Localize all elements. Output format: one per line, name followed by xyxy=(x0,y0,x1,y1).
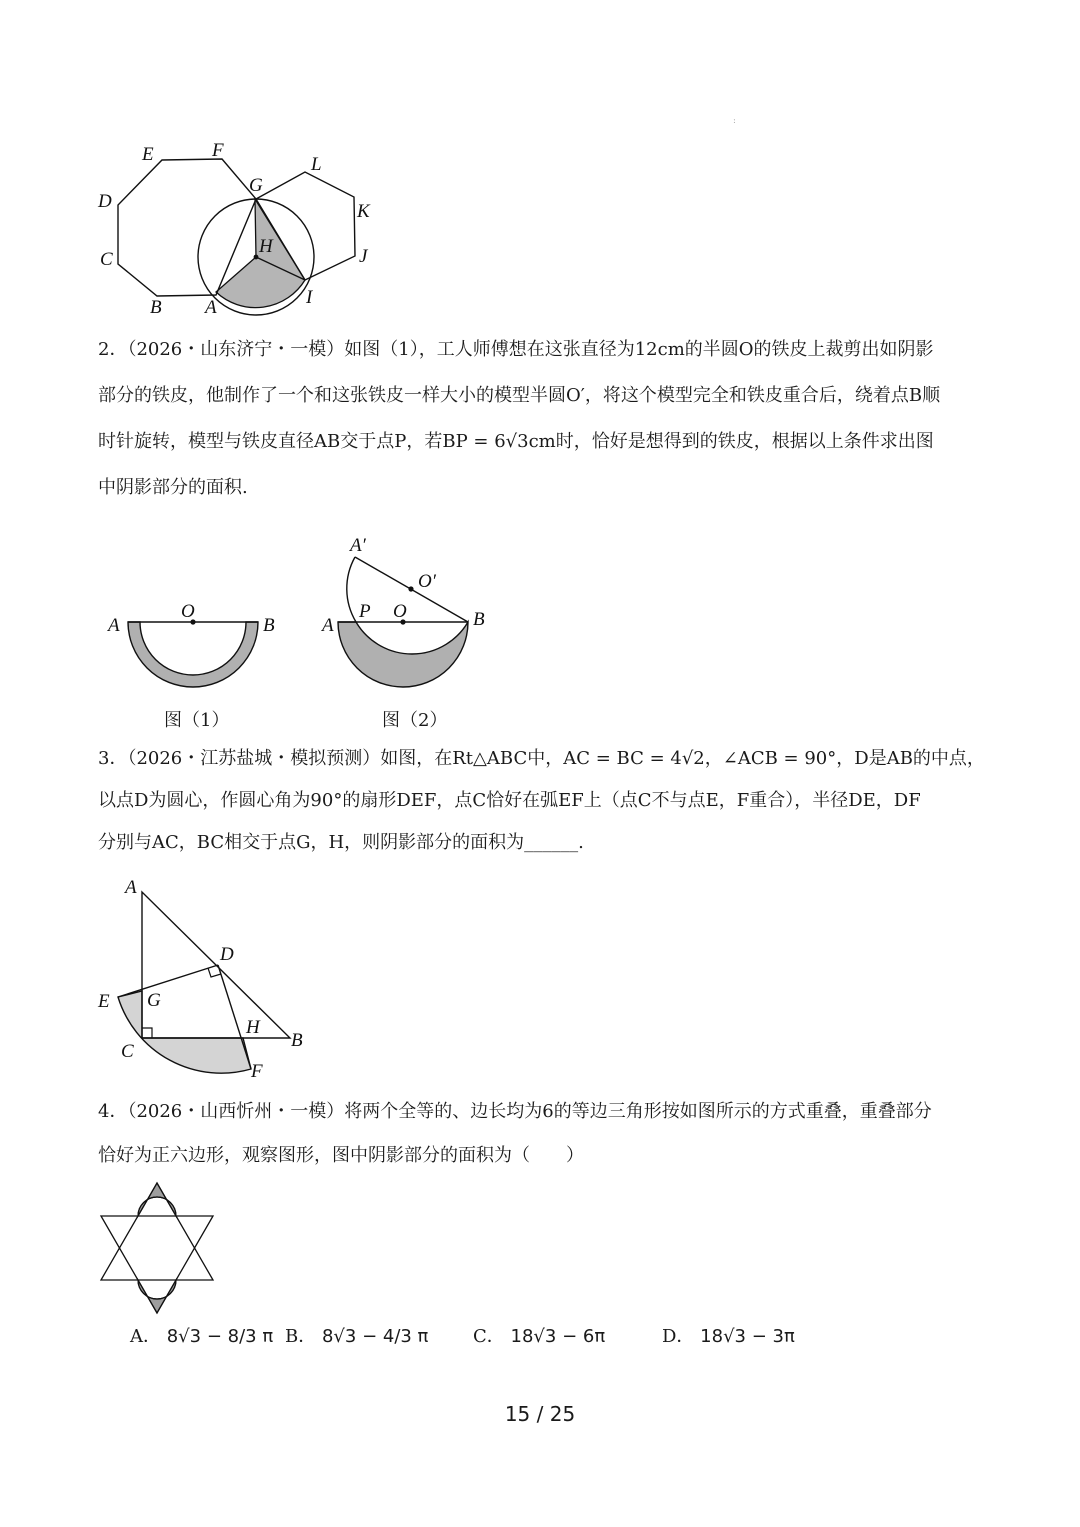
question-3 xyxy=(98,738,988,864)
choice-d-text: 18√3 − 3π xyxy=(700,1326,795,1347)
label-C: C xyxy=(100,249,113,270)
q4-line-1: 4．（2026・山西忻州・一模）将两个全等的、边长均为6的等边三角形按如图所示的方式重叠，重叠部分 xyxy=(98,1101,932,1122)
q3-label-G: G xyxy=(147,990,161,1011)
choice-c-text: 18√3 − 6π xyxy=(510,1326,606,1347)
q3-label-D: D xyxy=(220,944,234,965)
choice-c[interactable] xyxy=(473,1322,605,1348)
q3-label-C: C xyxy=(121,1041,134,1062)
label-H: H xyxy=(259,236,273,257)
label-G: G xyxy=(249,175,263,196)
q3-line-3: 分别与AC，BC相交于点G，H，则阴影部分的面积为______. xyxy=(98,832,584,853)
choice-a-letter: A． xyxy=(130,1326,161,1347)
q3-label-A: A xyxy=(125,877,137,898)
figure-q3 xyxy=(90,870,320,1085)
q3-label-H: H xyxy=(246,1017,260,1038)
q3-label-E: E xyxy=(98,991,110,1012)
q2-line-4: 中阴影部分的面积. xyxy=(98,477,248,498)
question-2 xyxy=(98,327,988,511)
label-E: E xyxy=(142,144,154,165)
figure-q4 xyxy=(95,1178,220,1318)
q2f1-label-B: B xyxy=(263,615,275,636)
figure-octagon-hexagon xyxy=(90,135,390,325)
q2f2-label-B: B xyxy=(473,609,485,630)
q3-line-1: 3．（2026・江苏盐城・模拟预测）如图，在Rt△ABC中，AC = BC = 4√2，∠ACB = 90°，D是AB的中点， xyxy=(98,748,985,769)
q2f1-label-O: O xyxy=(181,601,195,622)
q2-line-1: 2．（2026・山东济宁・一模）如图（1），工人师傅想在这张直径为12cm的半圆O的铁皮上裁剪出如阴影 xyxy=(98,339,934,360)
choice-d-letter: D． xyxy=(662,1326,695,1347)
choice-a-text: 8√3 − 8/3 π xyxy=(166,1326,274,1347)
q3-label-F: F xyxy=(251,1061,263,1082)
label-F: F xyxy=(212,140,224,161)
q3-label-B: B xyxy=(291,1030,303,1051)
choice-c-letter: C． xyxy=(473,1326,505,1347)
q4-line-2: 恰好为正六边形，观察图形，图中阴影部分的面积为（ ） xyxy=(98,1145,584,1166)
q2f2-label-O1: O′ xyxy=(418,571,436,592)
label-K: K xyxy=(357,201,370,222)
label-B: B xyxy=(150,297,162,318)
caption-fig-2: 图（2） xyxy=(382,710,448,731)
label-A: A xyxy=(205,297,217,318)
q2f2-label-A1: A′ xyxy=(350,535,366,556)
label-D: D xyxy=(98,191,112,212)
question-4 xyxy=(98,1090,988,1178)
choice-b[interactable] xyxy=(285,1322,428,1348)
q2f2-label-A: A xyxy=(322,615,334,636)
q2-line-3: 时针旋转，模型与铁皮直径AB交于点P，若BP = 6√3cm时，恰好是想得到的铁皮，根据以上条件求出图 xyxy=(98,431,934,452)
stray-mark: ː xyxy=(733,116,736,125)
page-number: 15 / 25 xyxy=(504,1402,576,1426)
label-I: I xyxy=(306,287,313,308)
choice-b-text: 8√3 − 4/3 π xyxy=(321,1326,429,1347)
choice-b-letter: B． xyxy=(285,1326,317,1347)
figure-q2-2 xyxy=(318,530,498,695)
label-J: J xyxy=(359,246,368,267)
label-L: L xyxy=(311,154,322,175)
caption-fig-1: 图（1） xyxy=(164,710,230,731)
q2f1-label-A: A xyxy=(108,615,120,636)
q2-line-2: 部分的铁皮，他制作了一个和这张铁皮一样大小的模型半圆O′，将这个模型完全和铁皮重合后，绕着点B顺 xyxy=(98,385,941,406)
q2f2-label-O: O xyxy=(393,601,407,622)
choice-a[interactable] xyxy=(130,1322,273,1348)
q3-line-2: 以点D为圆心，作圆心角为90°的扇形DEF，点C恰好在弧EF上（点C不与点E，F重合），半径DE，DF xyxy=(98,790,921,811)
choice-d[interactable] xyxy=(662,1322,795,1348)
q2f2-label-P: P xyxy=(359,601,371,622)
figure-q2-1 xyxy=(100,595,290,695)
